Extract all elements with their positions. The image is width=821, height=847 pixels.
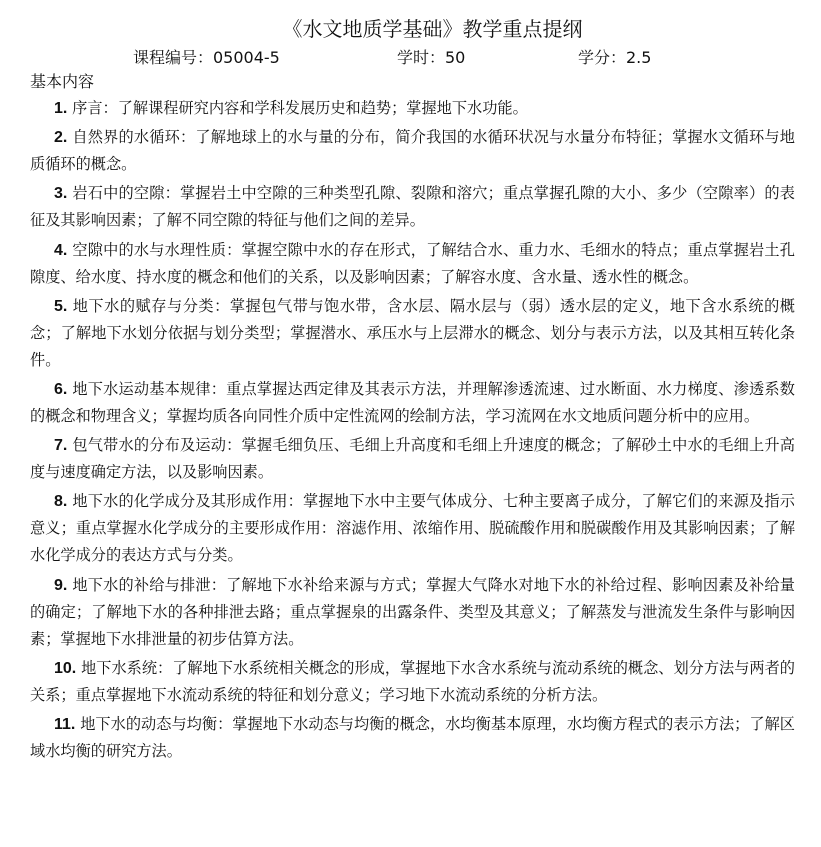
item-text: 地下水的化学成分及其形成作用：掌握地下水中主要气体成分、七种主要离子成分，了解它们的来源及指示意义；重点掌握水化学成分的主要形成作用：溶滤作用、浓缩作用、脱硫酸作用和脱碳酸作用及其影响因素；了解水化学成分的表达方式与分类。 — [30, 492, 795, 565]
item-text: 地下水系统：了解地下水系统相关概念的形成，掌握地下水含水系统与流动系统的概念、划分方法与两者的关系；重点掌握地下水流动系统的特征和划分意义；学习地下水流动系统的分析方法。 — [30, 658, 795, 704]
list-item — [30, 376, 795, 430]
item-number: 4. — [54, 241, 68, 259]
item-text: 地下水的动态与均衡：掌握地下水动态与均衡的概念，水均衡基本原理，水均衡方程式的表示方法；了解区域水均衡的研究方法。 — [30, 714, 795, 760]
list-item — [30, 124, 795, 178]
document-title: 《水文地质学基础》教学重点提纲 — [282, 17, 583, 41]
list-item — [30, 95, 795, 122]
item-number: 2. — [54, 129, 68, 147]
list-item — [30, 237, 795, 291]
list-item — [30, 572, 795, 653]
list-item — [30, 655, 795, 709]
item-number: 3. — [54, 185, 68, 203]
item-text: 包气带水的分布及运动：掌握毛细负压、毛细上升高度和毛细上升速度的概念；了解砂土中水的毛细上升高度与速度确定方法，以及影响因素。 — [30, 436, 795, 482]
course-credit: 学分：2.5 — [578, 48, 652, 67]
item-number: 10. — [54, 659, 77, 677]
list-item — [30, 180, 795, 234]
list-item — [30, 293, 795, 374]
course-meta — [30, 47, 795, 77]
list-item — [30, 432, 795, 486]
item-number: 5. — [54, 297, 68, 315]
item-text: 序言：了解课程研究内容和学科发展历史和趋势；掌握地下水功能。 — [67, 99, 528, 117]
item-text: 空隙中的水与水理性质：掌握空隙中水的存在形式，了解结合水、重力水、毛细水的特点；重点掌握岩土孔隙度、给水度、持水度的概念和他们的关系，以及影响因素；了解容水度、含水量、透水性的概念。 — [30, 240, 795, 286]
content-list — [30, 95, 795, 765]
course-hours: 学时：50 — [397, 48, 466, 67]
item-text: 自然界的水循环：了解地球上的水与量的分布，简介我国的水循环状况与水量分布特征；掌握水文循环与地质循环的概念。 — [30, 128, 795, 174]
list-item — [30, 488, 795, 569]
item-number: 1. — [54, 100, 68, 117]
item-text: 地下水的补给与排泄：了解地下水补给来源与方式；掌握大气降水对地下水的补给过程、影响因素及补给量的确定；了解地下水的各种排泄去路；重点掌握泉的出露条件、类型及其意义；了解蒸发与泄流发生条件与影响因素；掌握地下水排泄量的初步估算方法。 — [30, 575, 795, 648]
item-number: 6. — [54, 380, 68, 398]
list-item — [30, 711, 795, 765]
item-text: 地下水运动基本规律：重点掌握达西定律及其表示方法，并理解渗透流速、过水断面、水力梯度、渗透系数的概念和物理含义；掌握均质各向同性介质中定性流网的绘制方法，学习流网在水文地质问题分析中的应用。 — [30, 379, 795, 425]
section-title: 基本内容 — [30, 72, 95, 91]
item-number: 8. — [54, 493, 68, 511]
item-number: 11. — [54, 715, 76, 733]
item-number: 7. — [54, 437, 68, 455]
item-number: 9. — [54, 576, 68, 594]
item-text: 岩石中的空隙：掌握岩土中空隙的三种类型孔隙、裂隙和溶穴；重点掌握孔隙的大小、多少（空隙率）的表征及其影响因素；了解不同空隙的特征与他们之间的差异。 — [30, 184, 795, 230]
item-text: 地下水的赋存与分类：掌握包气带与饱水带，含水层、隔水层与（弱）透水层的定义，地下含水系统的概念；了解地下水划分依据与划分类型；掌握潜水、承压水与上层滞水的概念、划分与表示方法，以及其相互转化条件。 — [30, 296, 795, 369]
course-code: 课程编号：05004-5 — [133, 48, 280, 67]
